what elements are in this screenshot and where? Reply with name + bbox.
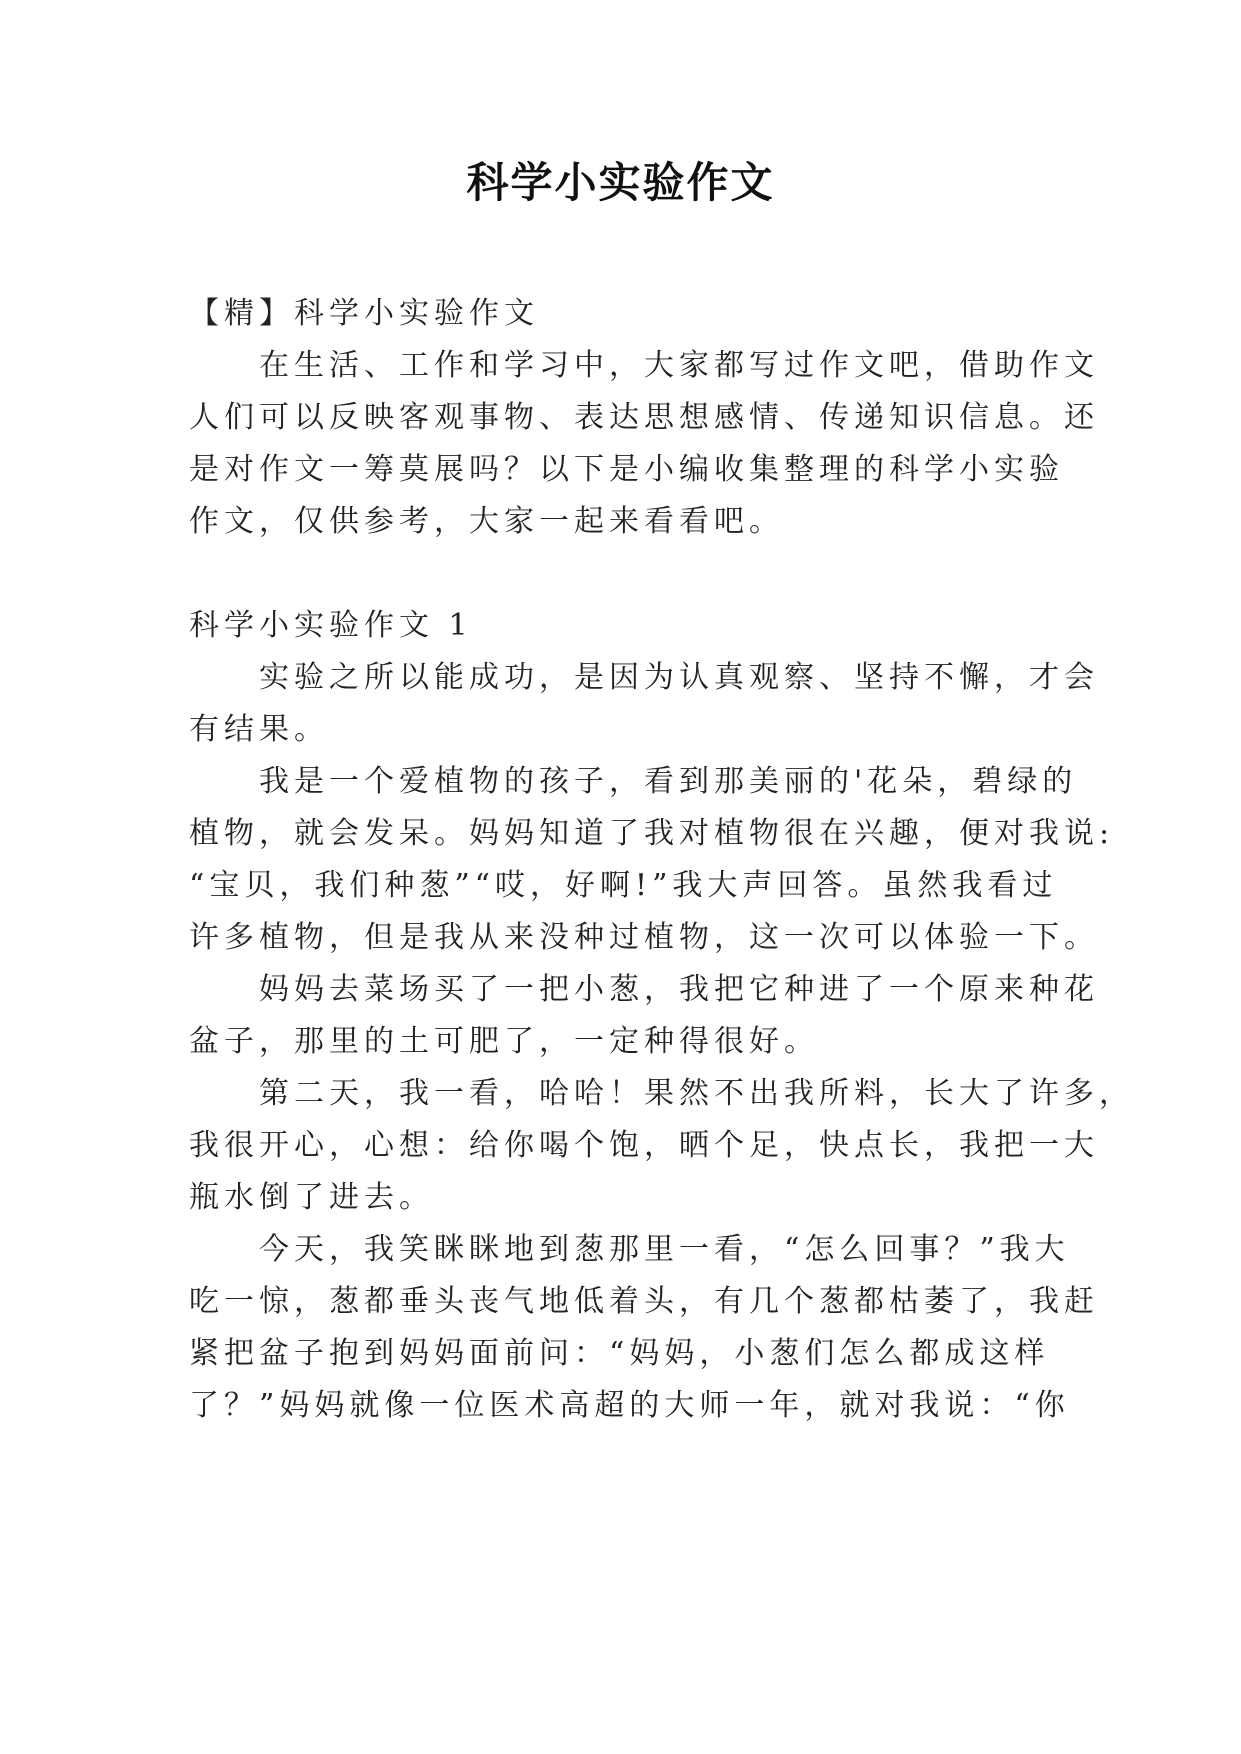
intro-line: 作文，仅供参考，大家一起来看看吧。 (189, 504, 784, 539)
body-line: 植物，就会发呆。妈妈知道了我对植物很在兴趣，便对我说: (189, 816, 1115, 851)
body-line: 妈妈去菜场买了一把小葱，我把它种进了一个原来种花 (189, 972, 1099, 1007)
document-subtitle: 【精】科学小实验作文 (189, 296, 539, 331)
body-line: 我很开心，心想：给你喝个饱，晒个足，快点长，我把一大 (189, 1128, 1099, 1163)
intro-line: 人们可以反映客观事物、表达思想感情、传递知识信息。还 (189, 400, 1099, 435)
body-line: 吃一惊，葱都垂头丧气地低着头，有几个葱都枯萎了，我赶 (189, 1284, 1099, 1319)
body-line: 有结果。 (189, 712, 329, 747)
body-line: “宝贝，我们种葱”“哎，好啊!”我大声回答。虽然我看过 (189, 868, 1058, 903)
paragraph-spacer (189, 548, 1049, 600)
body-line: 今天，我笑眯眯地到葱那里一看，“怎么回事？”我大 (189, 1232, 1070, 1267)
body-line: 实验之所以能成功，是因为认真观察、坚持不懈，才会 (189, 660, 1099, 695)
section-heading: 科学小实验作文 1 (189, 608, 473, 643)
body-line: 紧把盆子抱到妈妈面前问：“妈妈，小葱们怎么都成这样 (189, 1336, 1050, 1371)
intro-line: 是对作文一筹莫展吗？以下是小编收集整理的科学小实验 (189, 452, 1064, 487)
body-line: 第二天，我一看，哈哈！果然不出我所料，长大了许多， (189, 1076, 1134, 1111)
body-line: 了？”妈妈就像一位医术高超的大师一年，就对我说：“你 (189, 1388, 1070, 1423)
document-title: 科学小实验作文 (466, 158, 775, 207)
document-body (189, 288, 1134, 1432)
body-line: 许多植物，但是我从来没种过植物，这一次可以体验一下。 (189, 920, 1099, 955)
intro-line: 在生活、工作和学习中，大家都写过作文吧，借助作文 (189, 348, 1099, 383)
body-line: 瓶水倒了进去。 (189, 1180, 434, 1215)
body-line: 盆子，那里的土可肥了，一定种得很好。 (189, 1024, 819, 1059)
body-line: 我是一个爱植物的孩子，看到那美丽的'花朵，碧绿的 (189, 764, 1078, 799)
